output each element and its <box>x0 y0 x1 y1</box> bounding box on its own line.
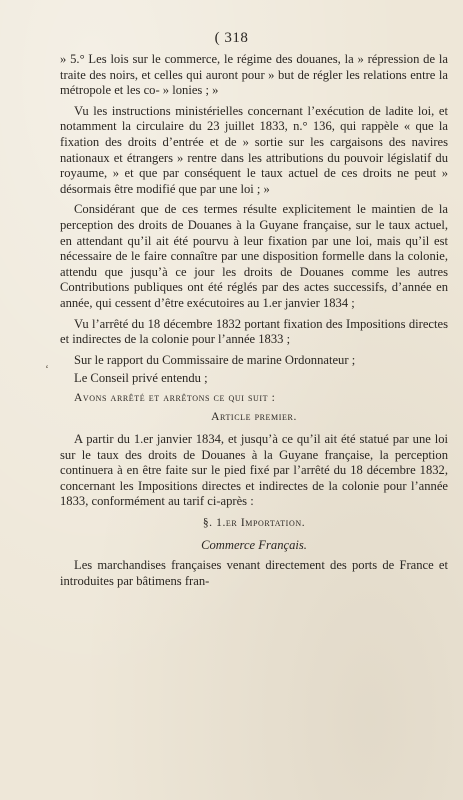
last-paragraph: Les marchandises françaises venant directement des ports de France et introduites par bâtimens fran- <box>60 558 448 588</box>
article-premier-heading <box>60 409 448 426</box>
section-heading-text: §. 1.er Importation. <box>202 517 306 530</box>
quoted-article-5: » 5.° Les lois sur le commerce, le régime des douanes, la » répression de la traite des noirs, et celles qui auront pour » but de régler les relations entre la métropole et les co- » lonies ; » <box>60 52 448 98</box>
sur-rapport-line: Sur le rapport du Commissaire de marine Ordonnateur ; <box>74 352 356 367</box>
conseil-line: Le Conseil privé entendu ; <box>74 371 208 386</box>
main-text-block <box>60 52 448 594</box>
considerant-paragraph: Considérant que de ces termes résulte explicitement le maintien de la perception des droits de Douanes à la Guyane française, sur le taux actuel, en attendant qu’il ait été pourvu à leur fixation par une loi, mais qu’il est nécessaire de le faire connaître par une disposition formelle dans la colonie, attendu que jusqu’à ce jour les droits de Douanes comme les autres Contributions publiques ont été réglés par des actes successifs, d’année en année, qui cessent d’être exécutoires au 1.er janvier 1834 ; <box>60 202 448 310</box>
vu-arrete-paragraph: Vu l’arrêté du 18 décembre 1832 portant fixation des Impositions directes et indirectes de la colonie pour l’année 1833 ; <box>60 316 448 347</box>
section-heading <box>60 515 448 532</box>
vu-instructions-paragraph: Vu les instructions ministérielles concernant l’exécution de ladite loi, et notamment la circulaire du 23 juillet 1833, n.° 136, qui rappèle « que la fixation des droits d’entrée et de » sortie sur les cargaisons des navires nationaux et étrangers » rentre dans les attributions du pouvoir législatif du royaume, » et que par conséquent le taux actuel de ces droits ne peut » désormais être modifié que par une loi ; » <box>60 103 448 196</box>
margin-tick-mark: ‘ <box>45 362 49 376</box>
page-number: ( 318 <box>214 30 249 46</box>
article-premier-paragraph: A partir du 1.er janvier 1834, et jusqu’à ce qu’il ait été statué par une loi sur le taux des droits de Douanes à la Guyane française, la perception continuera à en être faite sur le pied fixé par l’arrêté du 18 décembre 1832, concernant les Impositions directes et indirectes de la colonie pour l’année 1833, conformément au tarif ci-après : <box>60 432 448 509</box>
avons-arrete-text: Avons arrêté et arrêtons ce qui suit : <box>74 391 276 404</box>
subsection-heading: Commerce Français. <box>201 537 307 552</box>
article-premier-text: Article premier. <box>211 411 297 424</box>
avons-arrete-line <box>60 390 448 407</box>
